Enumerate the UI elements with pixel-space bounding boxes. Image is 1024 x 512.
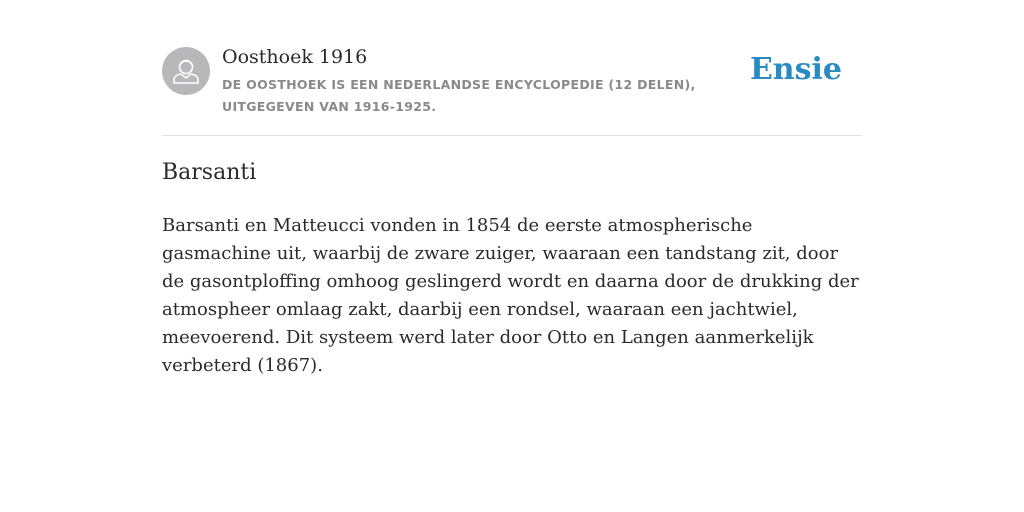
source-title[interactable]: Oosthoek 1916	[222, 46, 368, 68]
ensie-logo-link[interactable]: Ensie	[749, 52, 842, 87]
person-outline-icon	[162, 47, 210, 95]
user-avatar-icon[interactable]	[162, 47, 210, 95]
entry-title: Barsanti	[162, 160, 257, 185]
entry-body: Barsanti en Matteucci vonden in 1854 de eerste atmospherische gasmachine uit, waarbij de zware zuiger, waaraan een tandstang zit, door de gasontploffing omhoog geslingerd wordt en daarna door de drukking der atmospheer omlaag zakt, daarbij een rondsel, waaraan een jachtwiel, meevoerend. Dit systeem werd later door Otto en Langen aanmerkelijk verbeterd (1867).	[162, 215, 859, 376]
source-header	[162, 46, 862, 116]
header-divider	[162, 135, 862, 136]
source-description: DE OOSTHOEK IS EEN NEDERLANDSE ENCYCLOPEDIE (12 DELEN), UITGEGEVEN VAN 1916-1925.	[222, 77, 696, 114]
